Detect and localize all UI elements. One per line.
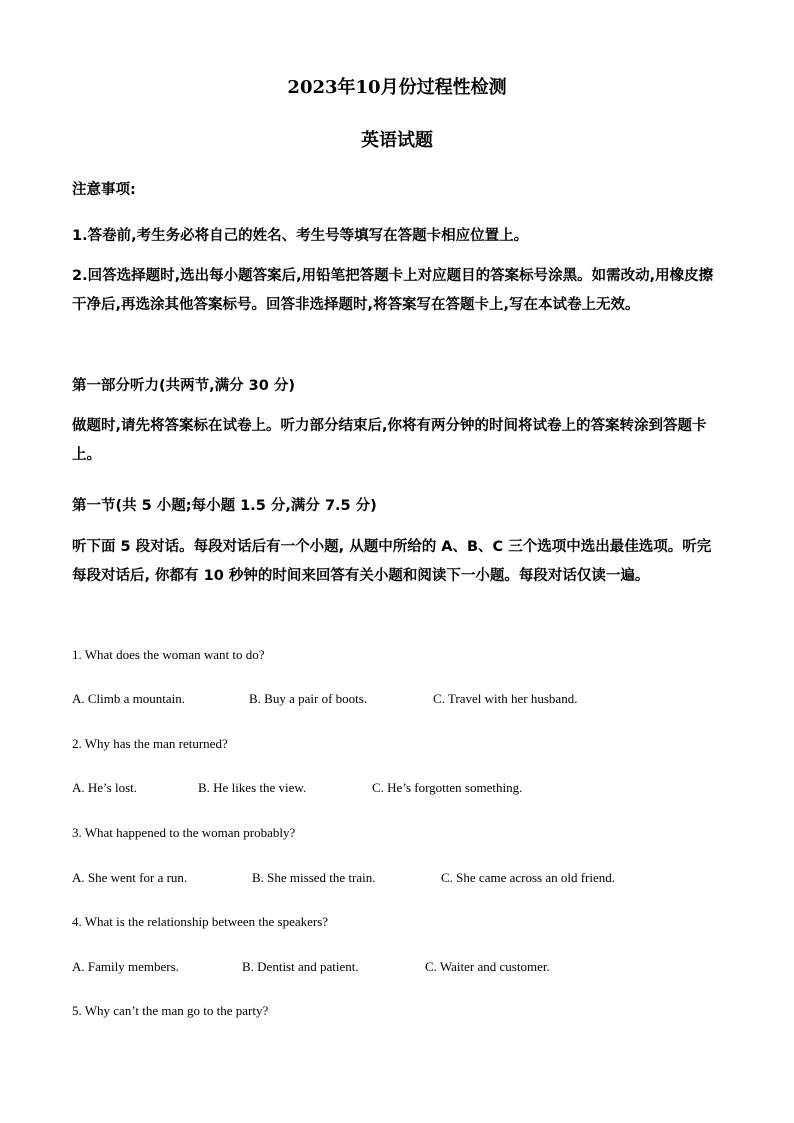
part1-heading: 第一部分听力(共两节,满分 30 分): [72, 378, 296, 394]
exam-title: 2023年10月份过程性检测: [287, 77, 507, 98]
question-3-option-a: A. She went for a run.: [72, 870, 188, 885]
question-1-option-c: C. Travel with her husband.: [433, 691, 578, 706]
instruction-item-2: 2.回答选择题时,选出每小题答案后,用铅笔把答题卡上对应题目的答案标号涂黑。如需改动,用橡皮擦干净后,再选涂其他答案标号。回答非选择题时,将答案写在答题卡上,写在本试卷上无效。: [72, 268, 714, 313]
question-1-option-a: A. Climb a mountain.: [72, 691, 186, 706]
section1-heading: 第一节(共 5 小题;每小题 1.5 分,满分 7.5 分): [72, 498, 377, 514]
question-1: 1. What does the woman want to do?: [72, 647, 265, 662]
question-3-option-c: C. She came across an old friend.: [441, 870, 616, 885]
question-1-option-b: B. Buy a pair of boots.: [249, 691, 368, 706]
question-3: 3. What happened to the woman probably?: [72, 825, 296, 840]
question-2-option-c: C. He’s forgotten something.: [372, 780, 523, 795]
exam-subject-title: 英语试题: [361, 130, 433, 151]
part1-note: 做题时,请先将答案标在试卷上。听力部分结束后,你将有两分钟的时间将试卷上的答案转涂到答题卡上。: [72, 418, 707, 463]
question-4-option-c: C. Waiter and customer.: [425, 959, 550, 974]
question-4-option-a: A. Family members.: [72, 959, 179, 974]
question-2: 2. Why has the man returned?: [72, 736, 228, 751]
question-3-option-b: B. She missed the train.: [252, 870, 376, 885]
instruction-item-1: 1.答卷前,考生务必将自己的姓名、考生号等填写在答题卡相应位置上。: [72, 228, 529, 244]
question-4-option-b: B. Dentist and patient.: [242, 959, 359, 974]
question-4: 4. What is the relationship between the speakers?: [72, 914, 329, 929]
instructions-heading: 注意事项:: [72, 182, 136, 198]
question-2-option-a: A. He’s lost.: [72, 780, 137, 795]
question-5: 5. Why can’t the man go to the party?: [72, 1003, 269, 1018]
question-2-option-b: B. He likes the view.: [198, 780, 307, 795]
section1-directions: 听下面 5 段对话。每段对话后有一个小题, 从题中所给的 A、B、C 三个选项中选出最佳选项。听完每段对话后, 你都有 10 秒钟的时间来回答有关小题和阅读下一小题。每段对话仅读一遍。: [72, 539, 712, 584]
